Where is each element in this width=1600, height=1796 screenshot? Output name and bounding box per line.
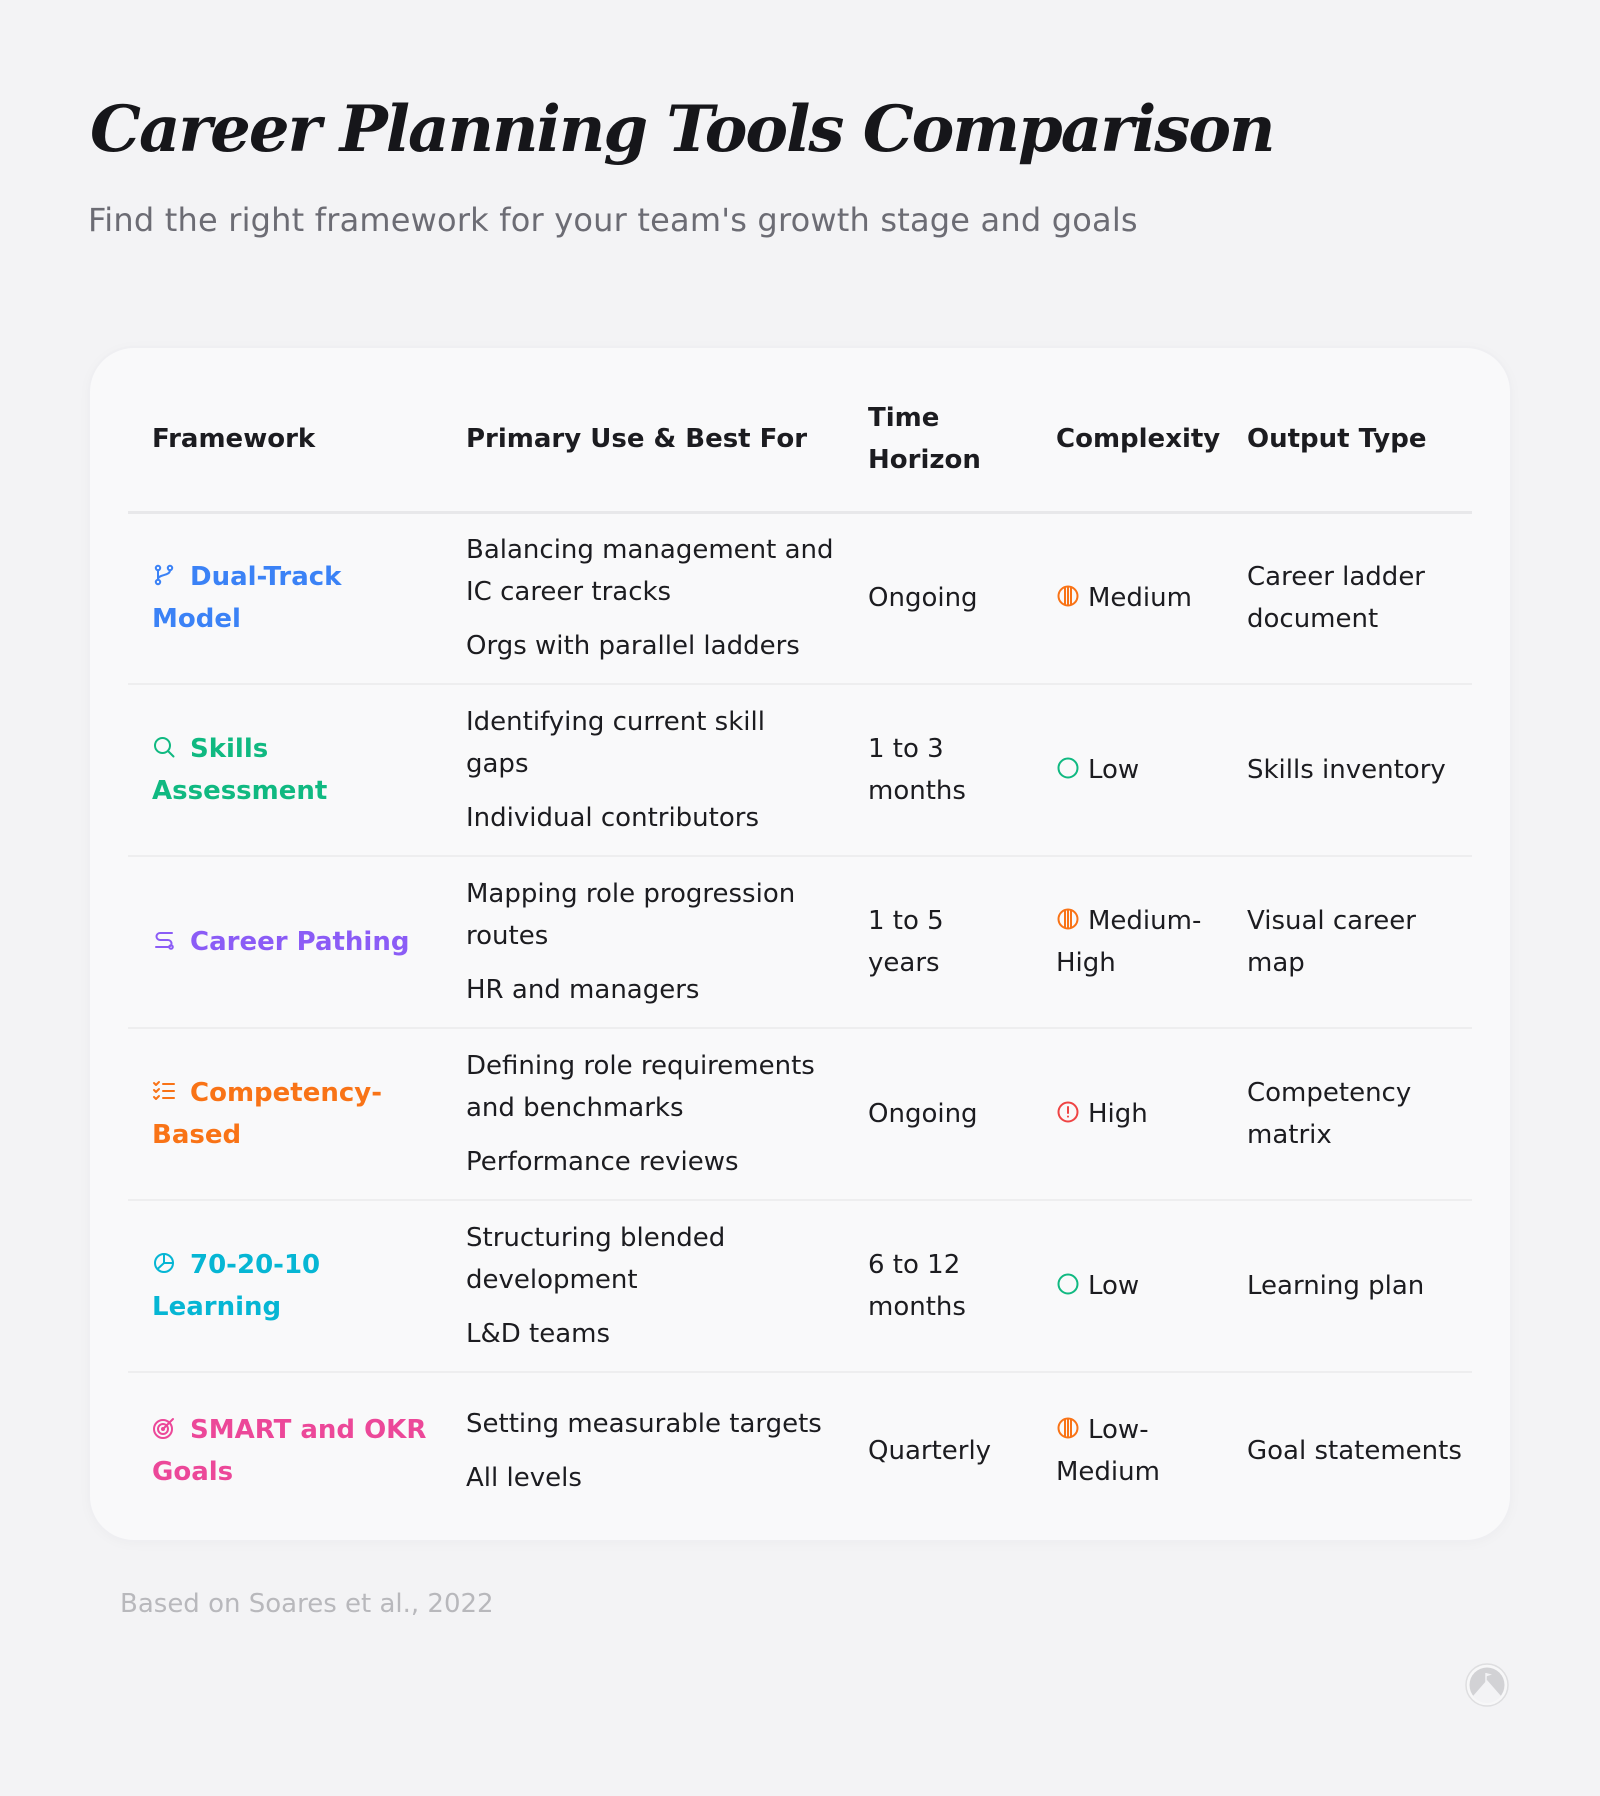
best-for: HR and managers <box>466 975 700 1005</box>
time-horizon-cell: Quarterly <box>868 1435 992 1466</box>
complexity-cell <box>1032 1028 1223 1200</box>
primary-use-cell <box>442 684 844 856</box>
primary-use: Structuring blended development <box>466 1223 726 1295</box>
framework-cell <box>128 856 442 1028</box>
table-row <box>128 1028 1472 1200</box>
primary-use: Mapping role progression routes <box>466 879 796 951</box>
primary-use-cell <box>442 512 844 684</box>
table-row <box>128 1200 1472 1372</box>
complexity-label: Low <box>1088 1271 1140 1301</box>
half-circle-icon <box>1056 584 1080 608</box>
complexity-label: Medium-High <box>1056 906 1202 978</box>
framework-name: SMART and OKR Goals <box>152 1414 427 1487</box>
route-icon <box>152 928 176 952</box>
comparison-card <box>90 348 1510 1540</box>
column-header-primary-use: Primary Use & Best For <box>442 348 844 512</box>
primary-use: Defining role requirements and benchmarks <box>466 1051 815 1123</box>
time-horizon-cell: 1 to 3 months <box>844 684 1032 856</box>
primary-use: Setting measurable targets <box>466 1408 822 1439</box>
complexity-cell <box>1032 512 1223 684</box>
primary-use: Identifying current skill gaps <box>466 707 765 779</box>
best-for: Individual contributors <box>466 803 759 833</box>
framework-name: Competency-Based <box>152 1078 383 1150</box>
output-type-cell: Goal statements <box>1247 1435 1462 1466</box>
column-header-framework: Framework <box>128 348 442 512</box>
time-horizon-cell: Ongoing <box>844 1028 1032 1200</box>
table-row <box>128 512 1472 684</box>
column-header-output-type: Output Type <box>1223 348 1472 512</box>
complexity-cell <box>1032 1372 1223 1528</box>
table-row <box>128 856 1472 1028</box>
complexity-label: Low-Medium <box>1056 1414 1160 1487</box>
output-type-cell: Competency matrix <box>1223 1028 1472 1200</box>
column-header-complexity: Complexity <box>1032 348 1223 512</box>
pie-chart-icon <box>152 1251 176 1275</box>
source-footnote: Based on Soares et al., 2022 <box>120 1589 494 1619</box>
time-horizon-cell: 6 to 12 months <box>844 1200 1032 1372</box>
half-circle-icon <box>1056 1416 1080 1440</box>
page-subtitle: Find the right framework for your team's growth stage and goals <box>88 201 1138 239</box>
comparison-table <box>128 348 1472 1528</box>
primary-use-cell <box>442 1200 844 1372</box>
framework-name: 70-20-10 Learning <box>152 1250 321 1322</box>
list-checks-icon <box>152 1079 176 1103</box>
column-header-time-horizon: Time Horizon <box>844 348 1032 512</box>
alert-circle-icon <box>1056 1100 1080 1124</box>
time-horizon-cell: Ongoing <box>844 512 1032 684</box>
search-icon <box>152 735 176 759</box>
framework-cell <box>128 684 442 856</box>
best-for: L&D teams <box>466 1319 611 1349</box>
framework-cell <box>128 512 442 684</box>
primary-use-cell <box>442 1372 844 1528</box>
table-header-row <box>128 348 1472 512</box>
complexity-label: Medium <box>1088 583 1192 614</box>
output-type-cell: Skills inventory <box>1223 684 1472 856</box>
circle-icon <box>1056 756 1080 780</box>
framework-name: Dual-Track Model <box>152 562 342 635</box>
time-horizon-cell: 1 to 5 years <box>844 856 1032 1028</box>
complexity-cell <box>1032 684 1223 856</box>
primary-use-cell <box>442 856 844 1028</box>
best-for: Performance reviews <box>466 1147 739 1177</box>
framework-cell <box>128 1372 442 1528</box>
complexity-label: High <box>1088 1099 1148 1129</box>
primary-use: Balancing management and IC career tracks <box>466 535 834 608</box>
git-branch-icon <box>152 563 176 587</box>
complexity-cell <box>1032 856 1223 1028</box>
target-icon <box>152 1416 176 1440</box>
primary-use-cell <box>442 1028 844 1200</box>
complexity-label: Low <box>1088 755 1140 785</box>
framework-name: Career Pathing <box>190 927 410 957</box>
page-title: Career Planning Tools Comparison <box>90 92 1274 167</box>
table-row <box>128 684 1472 856</box>
half-circle-icon <box>1056 907 1080 931</box>
circle-icon <box>1056 1272 1080 1296</box>
table-row <box>128 1372 1472 1528</box>
framework-cell <box>128 1028 442 1200</box>
framework-name: Skills Assessment <box>152 734 328 806</box>
mountain-flag-logo-icon <box>1465 1663 1509 1707</box>
framework-cell <box>128 1200 442 1372</box>
complexity-cell <box>1032 1200 1223 1372</box>
output-type-cell: Career ladder document <box>1223 512 1472 684</box>
output-type-cell: Visual career map <box>1223 856 1472 1028</box>
best-for: All levels <box>466 1462 582 1493</box>
best-for: Orgs with parallel ladders <box>466 631 800 662</box>
output-type-cell: Learning plan <box>1223 1200 1472 1372</box>
